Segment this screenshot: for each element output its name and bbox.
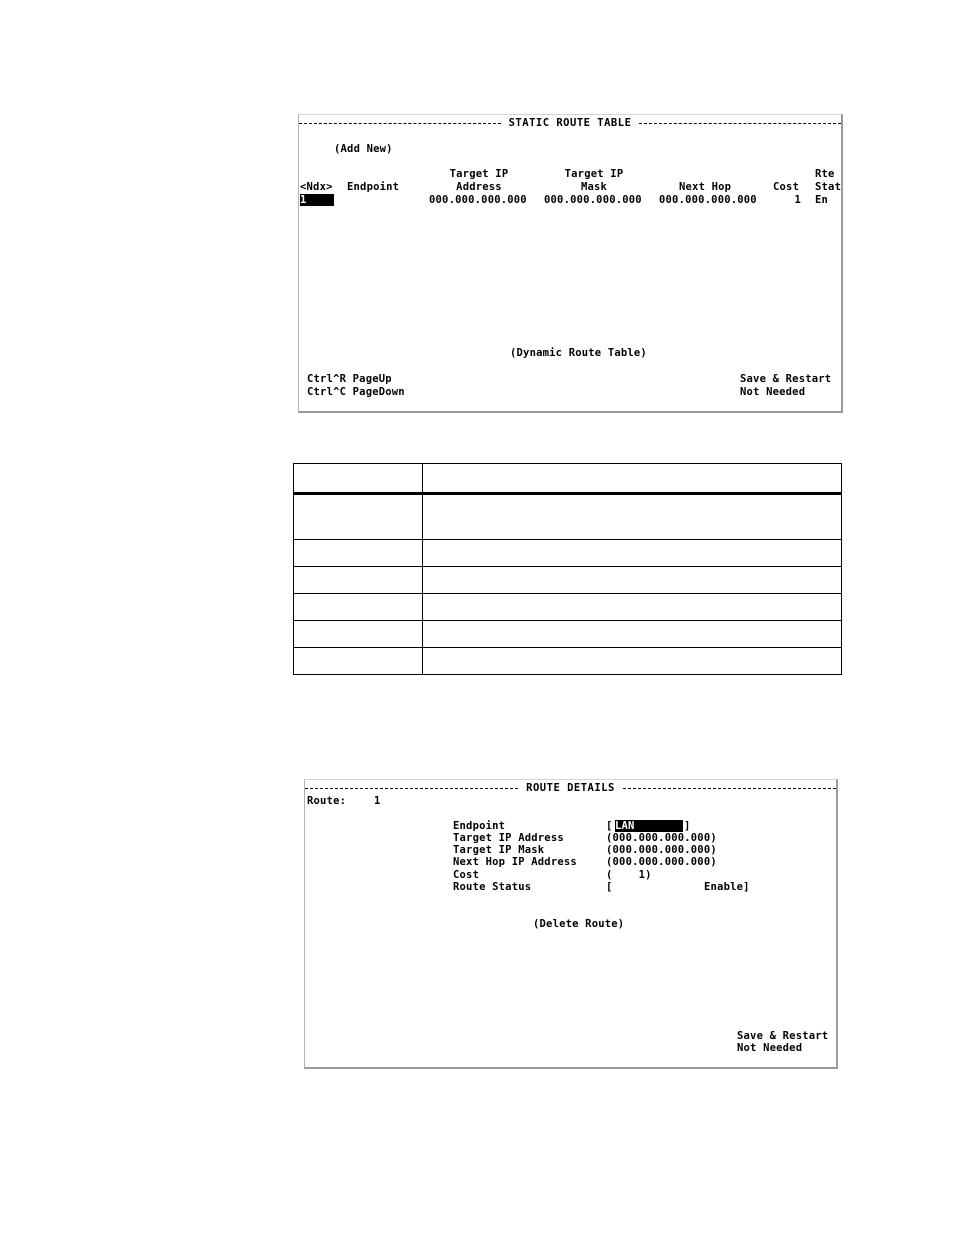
next-hop-ip-label: Next Hop IP Address — [453, 856, 577, 868]
dynamic-route-table-link[interactable]: (Dynamic Route Table) — [510, 347, 647, 359]
route-status-bracket-open: [ — [606, 881, 613, 893]
route-row-cost: 1 — [794, 194, 801, 206]
target-ip-address-field[interactable]: (000.000.000.000) — [606, 832, 717, 844]
table-cell — [294, 621, 423, 648]
cost-label: Cost — [453, 869, 480, 881]
table-row — [294, 594, 842, 621]
static-route-table-screen — [298, 114, 843, 413]
field-description-table — [293, 463, 842, 675]
table-cell — [423, 594, 842, 621]
table-row — [294, 494, 842, 540]
table-cell — [294, 648, 423, 675]
header-target-ip-mask-line2: Mask — [580, 181, 608, 193]
table-cell — [294, 594, 423, 621]
route-details-title: ROUTE DETAILS — [526, 782, 615, 794]
endpoint-bracket-close: ] — [684, 820, 691, 832]
description-header-field — [294, 464, 423, 494]
route-row-target-ip-mask: 000.000.000.000 — [544, 194, 642, 206]
endpoint-label: Endpoint — [453, 820, 506, 832]
route-number: 1 — [374, 795, 381, 807]
table-row — [294, 648, 842, 675]
route-status-label: Route Status — [453, 881, 532, 893]
save-status: Not Needed — [737, 1042, 803, 1054]
header-rte-stat-line1: Rte — [815, 168, 835, 180]
table-row — [294, 621, 842, 648]
add-new-button[interactable]: (Add New) — [334, 143, 393, 155]
target-ip-mask-label: Target IP Mask — [453, 844, 545, 856]
header-target-ip-address-line1: Target IP — [449, 168, 509, 180]
table-cell — [423, 540, 842, 567]
table-cell — [423, 567, 842, 594]
route-row-target-ip-address: 000.000.000.000 — [429, 194, 527, 206]
table-cell — [423, 648, 842, 675]
description-header-description — [423, 464, 842, 494]
table-cell — [294, 540, 423, 567]
route-row-rte-stat: En — [815, 194, 829, 206]
header-target-ip-address-line2: Address — [456, 181, 502, 193]
header-cost: Cost — [773, 181, 800, 193]
header-next-hop: Next Hop — [679, 181, 732, 193]
description-table-header-row — [294, 464, 842, 494]
page-down-hint: Ctrl^C PageDown — [307, 386, 405, 398]
endpoint-select[interactable]: LAN — [615, 820, 683, 832]
table-cell — [294, 494, 423, 540]
route-details-title-bar — [305, 782, 836, 794]
header-rte-stat-line2: Stat — [815, 181, 842, 193]
delete-route-button[interactable]: (Delete Route) — [533, 918, 625, 930]
save-restart-label[interactable]: Save & Restart — [737, 1030, 829, 1042]
save-status: Not Needed — [740, 386, 806, 398]
table-row — [294, 540, 842, 567]
route-label: Route: — [307, 795, 347, 807]
target-ip-address-label: Target IP Address — [453, 832, 564, 844]
route-row-index-selected[interactable]: 1 — [300, 194, 334, 206]
static-route-table-title: STATIC ROUTE TABLE — [508, 117, 632, 129]
static-route-table-title-bar — [299, 117, 841, 129]
header-endpoint: Endpoint — [347, 181, 400, 193]
page-up-hint: Ctrl^R PageUp — [307, 373, 392, 385]
save-restart-label[interactable]: Save & Restart — [740, 373, 832, 385]
table-cell — [423, 621, 842, 648]
route-row-next-hop: 000.000.000.000 — [659, 194, 757, 206]
route-details-screen — [304, 779, 838, 1069]
table-cell — [423, 494, 842, 540]
table-cell — [294, 567, 423, 594]
next-hop-ip-field[interactable]: (000.000.000.000) — [606, 856, 717, 868]
route-status-select[interactable]: Enable] — [704, 881, 750, 893]
header-ndx: <Ndx> — [300, 181, 333, 193]
header-target-ip-mask-line1: Target IP — [564, 168, 624, 180]
endpoint-bracket-open: [ — [606, 820, 613, 832]
table-row — [294, 567, 842, 594]
cost-field[interactable]: ( 1) — [606, 869, 652, 881]
target-ip-mask-field[interactable]: (000.000.000.000) — [606, 844, 717, 856]
